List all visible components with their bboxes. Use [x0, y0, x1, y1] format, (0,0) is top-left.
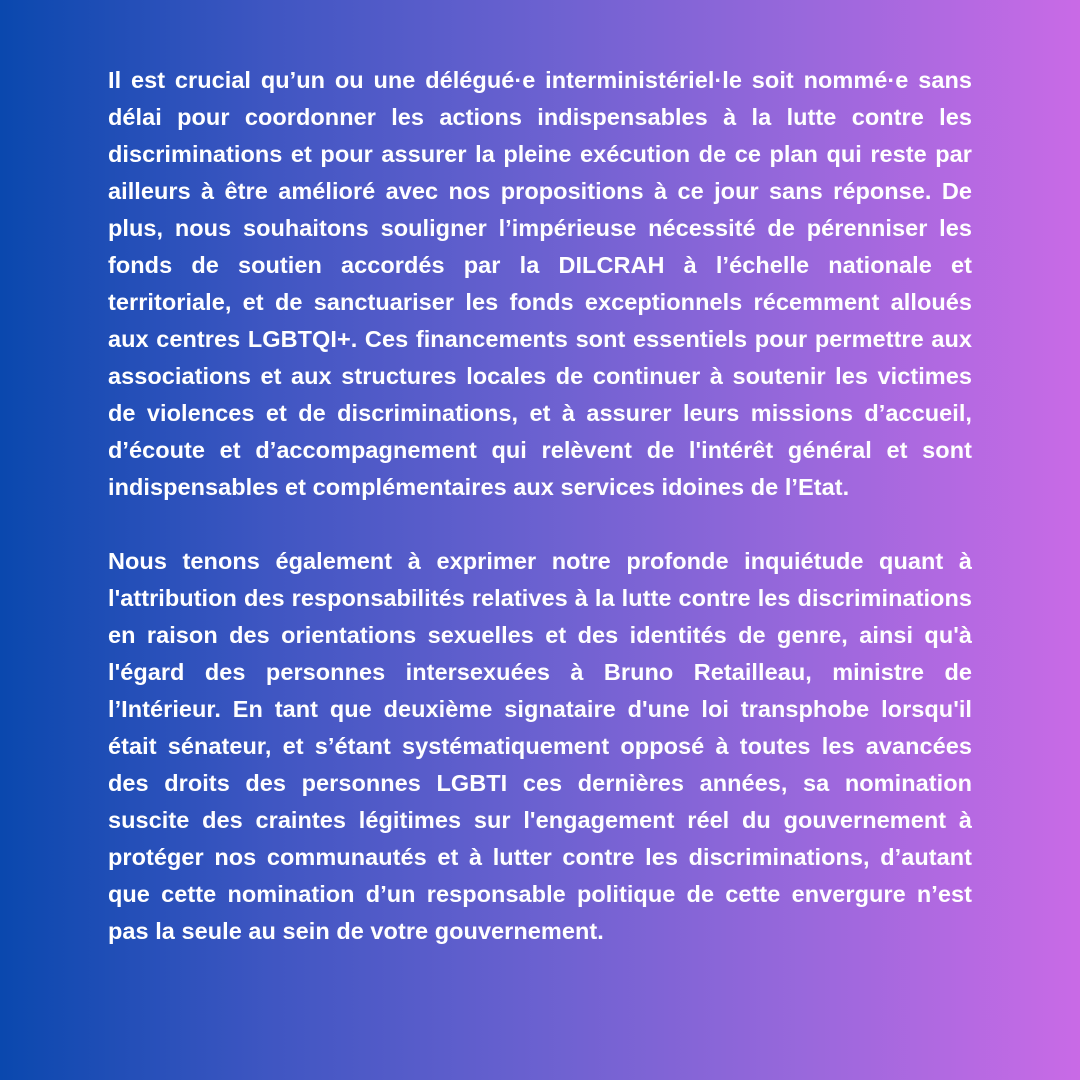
statement-text-block	[108, 62, 972, 950]
paragraph-minister-concern: Nous tenons également à exprimer notre profonde inquiétude quant à l'attribution des responsabilités relatives à la lutte contre les discriminations en raison des orientations sexuelles et des identités de genre, ainsi qu'à l'égard des personnes intersexuées à Bruno Retailleau, ministre de l’Intérieur. En tant que deuxième signataire d'une loi transphobe lorsqu'il était sénateur, et s’étant systématiquement opposé à toutes les avancées des droits des personnes LGBTI ces dernières années, sa nomination suscite des craintes légitimes sur l'engagement réel du gouvernement à protéger nos communautés et à lutter contre les discriminations, d’autant que cette nomination d’un responsable politique de cette envergure n’est pas la seule au sein de votre gouvernement.	[108, 548, 972, 944]
paragraph-delegate-and-funding: Il est crucial qu’un ou une délégué·e interministériel·le soit nommé·e sans délai pour coordonner les actions indispensables à la lutte contre les discriminations et pour assurer la pleine exécution de ce plan qui reste par ailleurs à être amélioré avec nos propositions à ce jour sans réponse. De plus, nous souhaitons souligner l’impérieuse nécessité de pérenniser les fonds de soutien accordés par la DILCRAH à l’échelle nationale et territoriale, et de sanctuariser les fonds exceptionnels récemment alloués aux centres LGBTQI+. Ces financements sont essentiels pour permettre aux associations et aux structures locales de continuer à soutenir les victimes de violences et de discriminations, et à assurer leurs missions d’accueil, d’écoute et d’accompagnement qui relèvent de l'intérêt général et sont indispensables et complémentaires aux services idoines de l’Etat.	[108, 67, 972, 500]
